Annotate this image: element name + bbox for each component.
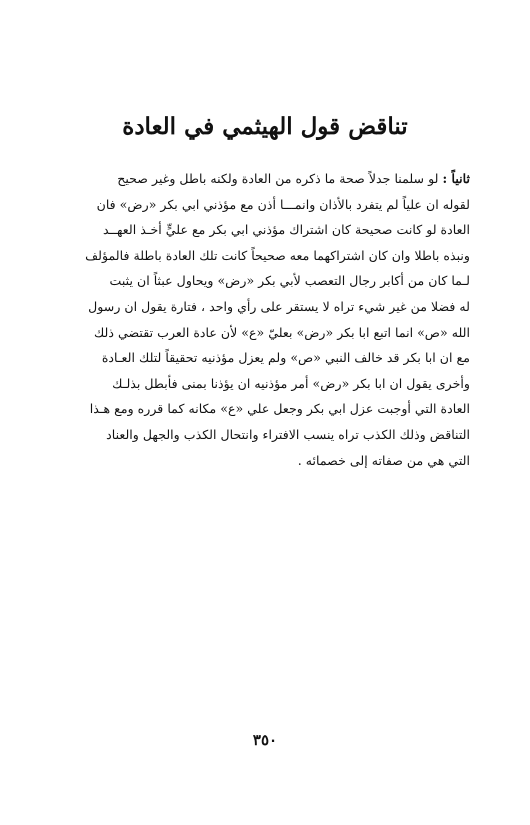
text-line-9: وأخرى يقول ان ابا بكر «رض» أمر مؤذنيه ان يؤذنا بمنى فأبطل بذلـك	[112, 375, 470, 391]
text-line-3: العادة لو كانت صحيحة كان اشتراك مؤذني ابي بكر مع عليٍّ أخـذ العهــد	[103, 222, 470, 238]
text-line-7: الله «ص» انما اتبع ابا بكر «رض» بعليّ «ع» لأن عادة العرب تقتضي ذلك	[93, 324, 470, 340]
page-number: ٣٥٠	[252, 731, 278, 749]
text-line-6: له فضلا من غير شيء تراه لا يستقر على رأي واحد ، فتارة يقول ان رسول	[88, 298, 470, 314]
text-line-8: مع ان ابا بكر قد خالف النبي «ص» ولم يعزل مؤذنيه تحقيقاً لتلك العـادة	[101, 350, 470, 366]
text-line-12: التي هي من صفاته إلى خصمائه .	[297, 452, 470, 468]
text-line-1	[62, 166, 470, 192]
text-line-10: العادة التي أوجبت عزل ابي بكر وجعل علي «ع» مكانه كما قرره ومع هـذا	[89, 401, 470, 417]
body-paragraph	[62, 166, 470, 473]
text-line-5: لـما كان من أكابر رجال التعصب لأبي بكر «رض» ويحاول عبثاً ان يثبت	[109, 273, 470, 289]
page-title: تناقض قول الهيثمي في العادة	[122, 113, 408, 140]
text-line-2: لقوله ان علياً لم يتفرد بالأذان وانمـــا أذن مع مؤذني ابي بكر «رض» فان	[96, 196, 470, 212]
text-line-4: ونبذه باطلا وان كان اشتراكهما معه صحيحاً كانت تلك العادة باطلة فالمؤلف	[85, 247, 470, 263]
text-line-1-content: لو سلمنا جدلاً صحة ما ذكره من العادة ولكنه باطل وغير صحيح	[117, 171, 439, 186]
lead-word: ثانياً :	[442, 171, 470, 186]
text-line-11: التناقض وذلك الكذب تراه ينسب الافتراء وانتحال الكذب والجهل والعناد	[106, 426, 470, 442]
